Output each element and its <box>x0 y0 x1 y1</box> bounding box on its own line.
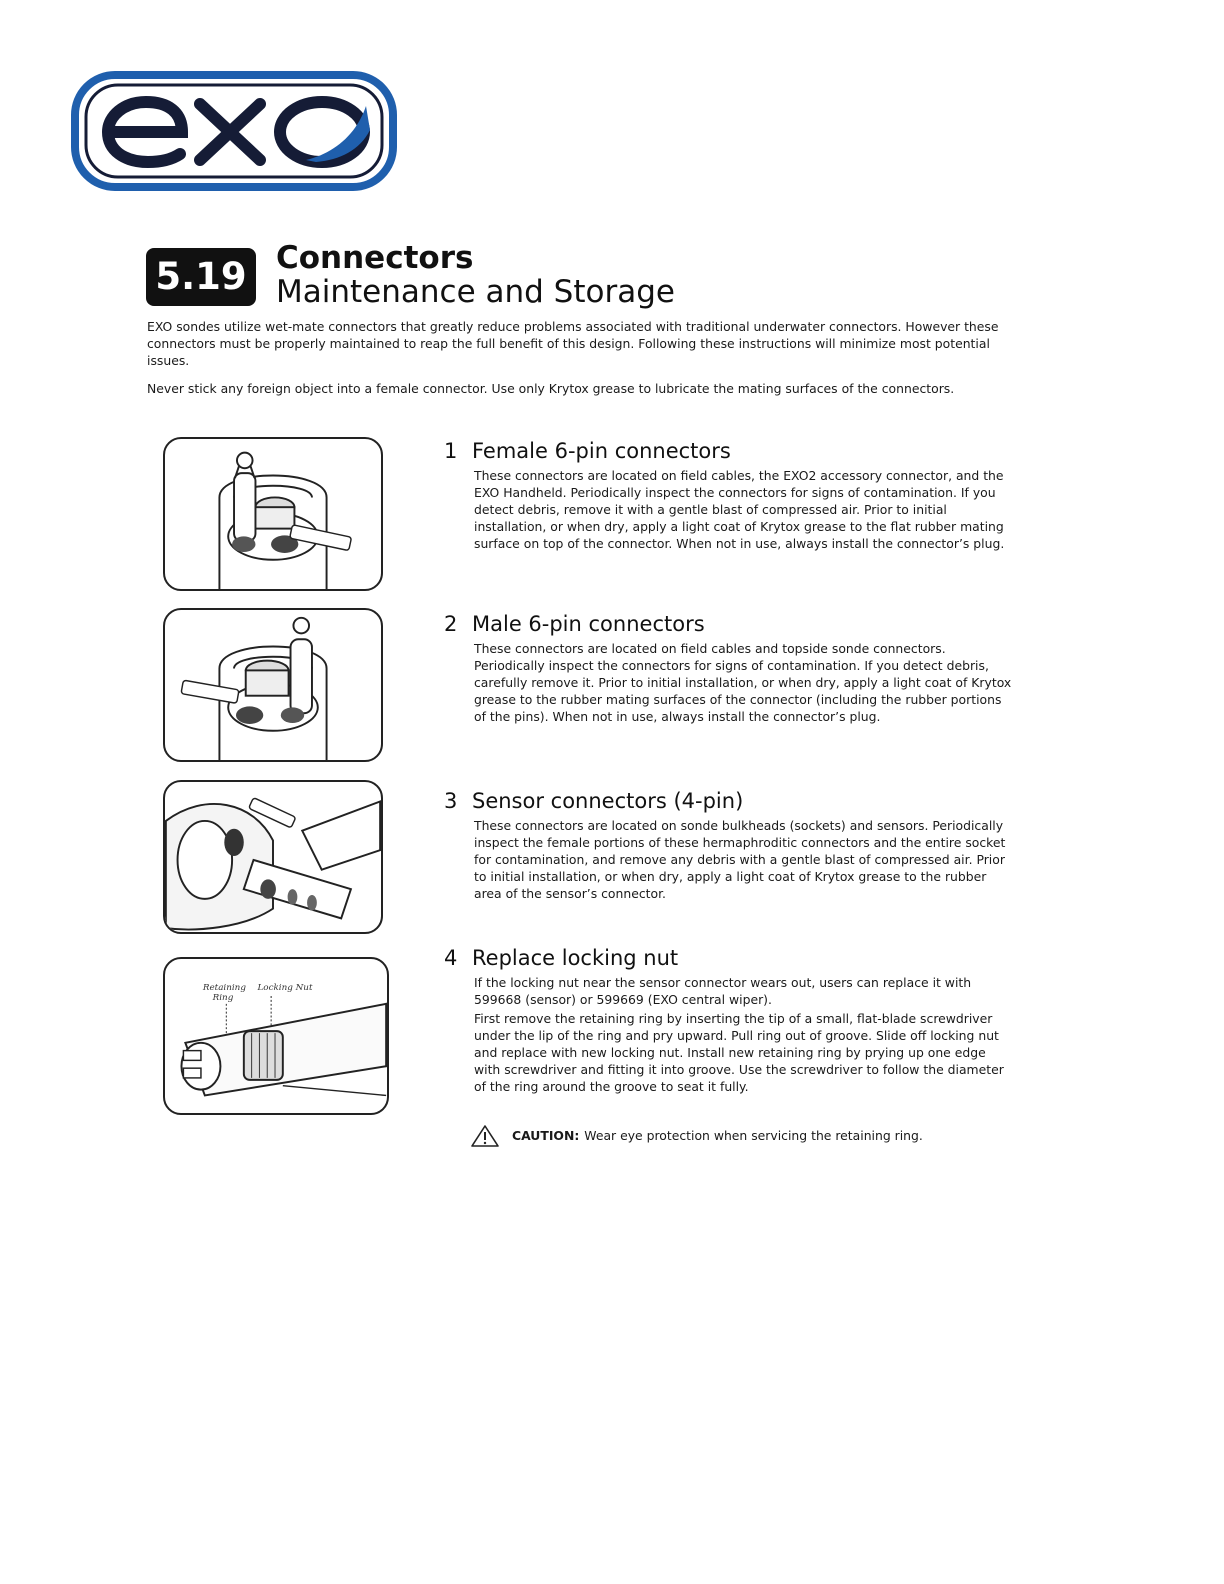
item-title: Male 6-pin connectors <box>472 612 705 636</box>
item-heading <box>444 944 1014 972</box>
item-number: 1 <box>444 439 458 463</box>
item-title: Sensor connectors (4-pin) <box>472 789 744 813</box>
figure-female-connector <box>163 437 383 591</box>
item-male-connectors <box>444 610 1014 725</box>
item-body: These connectors are located on field cables and topside sonde connectors. Periodically inspect the connectors for signs of contamination. If you detect debris, carefully remove it. Prior to initial installation, or when dry, apply a light coat of Krytox grease to the rubber mating surfaces of the connector (including the rubber portions of the pins). When not in use, always install the connector’s plug. <box>474 641 1012 724</box>
section-subtitle: Maintenance and Storage <box>276 274 675 310</box>
item-body: These connectors are located on field cables, the EXO2 accessory connector, and the EXO Handheld. Periodically inspect the connectors for signs of contamination. If you detect debris, remove it with a gentle blast of compressed air. Prior to initial installation, or when dry, apply a light coat of Krytox grease to the flat rubber mating surface on top of the connector. When not in use, always install the connector’s plug. <box>474 468 1005 551</box>
figure-sensor-connector <box>163 780 383 934</box>
item-heading <box>444 787 1014 815</box>
item-heading <box>444 610 1014 638</box>
item-title: Replace locking nut <box>472 946 679 970</box>
label-retaining-ring-2: Ring <box>212 992 234 1003</box>
intro-paragraph-1: EXO sondes utilize wet-mate connectors that greatly reduce problems associated with traditional underwater connectors. However these connectors must be properly maintained to reap the full benefit of this design. Following these instructions will minimize most potential issues. <box>147 319 999 368</box>
item-female-connectors <box>444 437 1014 552</box>
label-retaining-ring: Retaining <box>202 983 246 994</box>
item-number: 4 <box>444 946 458 970</box>
exo-logo <box>70 70 398 192</box>
item-sensor-connectors <box>444 787 1014 902</box>
section-number-badge: 5.19 <box>146 248 256 306</box>
caution-note <box>470 1124 923 1148</box>
figure-locking-nut <box>163 957 389 1115</box>
item-number: 3 <box>444 789 458 813</box>
section-title: Connectors <box>276 240 474 276</box>
caution-text: Wear eye protection when servicing the retaining ring. <box>584 1128 923 1143</box>
figure-male-connector <box>163 608 383 762</box>
item-body-2: First remove the retaining ring by inserting the tip of a small, flat-blade screwdriver under the lip of the ring and pry upward. Pull ring out of groove. Slide off locking nut and replace with new locking nut. Install new retaining ring by prying up one edge with screwdriver and fitting it into groove. Use the screwdriver to follow the diameter of the ring around the groove to seat it fully. <box>474 1011 1004 1094</box>
item-body: If the locking nut near the sensor connector wears out, users can replace it with 599668 (sensor) or 599669 (EXO central wiper). <box>474 975 972 1007</box>
item-heading <box>444 437 1014 465</box>
item-replace-locking-nut <box>444 944 1014 1095</box>
label-locking-nut: Locking Nut <box>257 983 313 994</box>
item-title: Female 6-pin connectors <box>472 439 731 463</box>
intro-paragraph-2: Never stick any foreign object into a female connector. Use only Krytox grease to lubricate the mating surfaces of the connectors. <box>147 381 955 396</box>
caution-label: CAUTION: <box>512 1128 580 1143</box>
warning-triangle-icon <box>470 1124 500 1148</box>
item-number: 2 <box>444 612 458 636</box>
item-body: These connectors are located on sonde bulkheads (sockets) and sensors. Periodically inspect the female portions of these hermaphroditic connectors and the entire socket for contamination, and remove any debris with a gentle blast of compressed air. Prior to initial installation, or when dry, apply a light coat of Krytox grease to the rubber area of the sensor’s connector. <box>474 818 1006 901</box>
